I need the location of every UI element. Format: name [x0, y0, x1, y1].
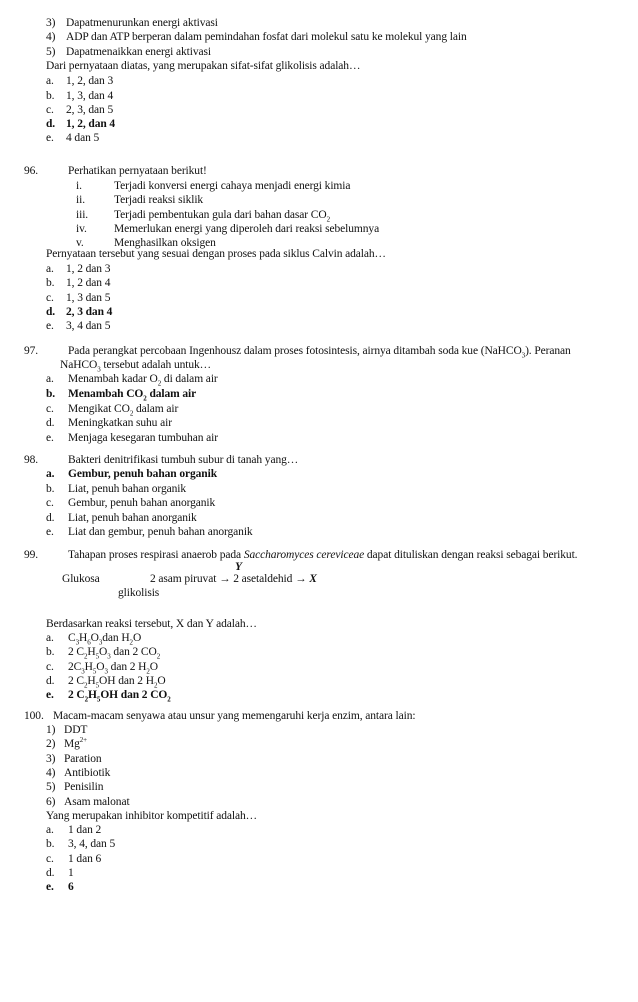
answer-option-text: Gembur, penuh bahan anorganik — [68, 497, 216, 509]
list-item-number: 5) — [46, 45, 56, 58]
list-item — [46, 795, 130, 809]
question-97-stem-number: 97. — [24, 345, 39, 357]
list-item — [46, 780, 103, 794]
correct-answer-option-text: Menambah CO — [68, 387, 144, 400]
subscript: 3 — [98, 638, 103, 647]
answer-option — [46, 482, 186, 496]
correct-answer-option-text: Gembur, penuh bahan organik — [68, 468, 217, 480]
question-97-stem-continued — [60, 358, 211, 372]
stem-text: ). Peranan — [525, 345, 571, 357]
subscript: 2 — [84, 681, 88, 690]
list-item — [46, 16, 218, 30]
question-97-stem-text: Pada perangkat percobaan Ingenhousz dalam proses fotosintesis, airnya ditambah soda kue (NaHCO — [68, 345, 522, 357]
list-item-text: Dapatmenaikkan energi aktivasi — [66, 45, 211, 58]
subscript: 2 — [153, 681, 158, 690]
question-96-stem-text: Perhatikan pernyataan berikut! — [68, 165, 207, 177]
list-item-text: Asam malonat — [64, 795, 130, 808]
formula-text: O — [90, 632, 99, 644]
subscript: 2 — [129, 408, 134, 417]
list-item — [46, 723, 87, 737]
answer-option — [46, 645, 160, 659]
formula-text: dan H — [102, 632, 130, 644]
reaction-glukosa: Glukosa — [62, 573, 100, 585]
answer-option-text: 3, 4 dan 5 — [66, 320, 111, 333]
formula-text: dan 2 H — [107, 660, 147, 673]
answer-option-number: a. — [46, 373, 54, 385]
statement-item-text: Terjadi konversi energi cahaya menjadi energi kimia — [114, 180, 351, 192]
statement-item-text: Terjadi pembentukan gula dari bahan dasar CO — [114, 208, 327, 221]
statement-item — [76, 222, 379, 236]
answer-option-text: Liat dan gembur, penuh bahan anorganik — [68, 526, 253, 538]
list-item-number: 6) — [46, 795, 56, 808]
formula-text: O — [132, 632, 142, 644]
formula-text: 2 C — [68, 646, 84, 659]
list-item-number: 3) — [46, 17, 56, 29]
answer-option-text: Liat, penuh bahan organik — [68, 482, 187, 495]
subscript: 2 — [167, 695, 171, 704]
subscript: 6 — [87, 638, 91, 647]
list-item — [46, 737, 87, 751]
answer-option — [46, 866, 74, 880]
reaction-equation — [62, 572, 317, 586]
correct-answer-option — [46, 688, 171, 702]
reaction-label-y: Y — [235, 561, 242, 573]
subscript: 3 — [521, 351, 526, 360]
list-item-text: Penisilin — [64, 781, 104, 794]
subscript: 2 — [146, 666, 150, 675]
list-item — [46, 752, 102, 766]
statement-item-number: iii. — [76, 208, 89, 221]
answer-option-number: e. — [46, 320, 54, 333]
answer-option-number: d. — [46, 511, 55, 524]
answer-option — [46, 402, 178, 416]
correct-answer-option-number: d. — [46, 305, 56, 318]
answer-option-text: 1, 2 dan 4 — [66, 277, 111, 290]
answer-option-text: 1, 2 dan 3 — [66, 263, 111, 275]
stem-text: NaHCO — [60, 359, 98, 371]
answer-option — [46, 291, 110, 305]
formula-text: H — [87, 674, 96, 687]
answer-option-text: Mengikat CO — [68, 402, 130, 415]
answer-option-number: c. — [46, 402, 54, 415]
option-text: dalam air — [146, 387, 197, 400]
answer-option — [46, 74, 113, 88]
reaction-text: 2 asam piruvat → 2 asetaldehid → — [150, 573, 310, 585]
subscript: 5 — [92, 666, 97, 675]
answer-option — [46, 319, 110, 333]
reaction-glikolisis: glikolisis — [118, 587, 160, 599]
question-99-stem-text: Tahapan proses respirasi anaerob pada — [68, 549, 244, 561]
correct-answer-option-number: d. — [46, 118, 56, 130]
correct-answer-option-number: b. — [46, 387, 56, 400]
answer-option-text: Liat, penuh bahan anorganik — [68, 511, 197, 524]
subscript: 2 — [129, 638, 133, 647]
formula-text: O — [149, 660, 158, 673]
answer-option-number: e. — [46, 432, 54, 445]
list-item-number: 1) — [46, 724, 56, 736]
answer-option-number: b. — [46, 482, 55, 495]
option-letter: e. — [46, 689, 54, 702]
answer-option-text: 3, 4, dan 5 — [68, 838, 116, 851]
answer-option — [46, 416, 172, 430]
formula-text: 2 C — [68, 689, 85, 702]
correct-answer-option — [46, 117, 115, 131]
answer-option-number: b. — [46, 277, 55, 290]
answer-option — [46, 823, 101, 837]
formula-text: dan 2 CO — [110, 646, 157, 659]
question-100-stem — [24, 709, 415, 723]
answer-option — [46, 372, 218, 386]
statement-item-number: i. — [76, 180, 82, 192]
answer-option — [46, 511, 197, 525]
subscript: 3 — [81, 666, 85, 675]
subscript: 3 — [104, 666, 108, 675]
formula-text: H — [88, 689, 97, 702]
answer-option-text: 4 dan 5 — [66, 132, 100, 145]
answer-option-number: e. — [46, 526, 54, 538]
answer-option — [46, 837, 115, 851]
subscript: 2 — [84, 695, 89, 704]
list-item-number: 4) — [46, 31, 56, 44]
formula-text: 2 C — [68, 674, 84, 687]
answer-option-number: a. — [46, 75, 54, 88]
superscript: 2+ — [79, 736, 88, 745]
answer-option-number: e. — [46, 132, 54, 145]
correct-answer-option-text: 1, 2, dan 4 — [66, 118, 116, 130]
answer-option — [46, 431, 218, 445]
answer-option-text: Menjaga kesegaran tumbuhan air — [68, 432, 218, 445]
answer-option — [46, 89, 113, 103]
statement-item-text: Memerlukan energi yang diperoleh dari reaksi sebelumnya — [114, 222, 380, 235]
formula-text: H — [87, 646, 96, 659]
list-item-text: DDT — [64, 724, 88, 736]
list-item-text: Dapatmenurunkan energi aktivasi — [66, 17, 218, 29]
correct-answer-option-text: 6 — [68, 881, 74, 894]
subscript: 5 — [96, 695, 101, 704]
statement-item — [76, 208, 330, 222]
formula-text: C — [68, 632, 76, 644]
option-letter: c. — [46, 660, 54, 673]
subscript: 3 — [97, 365, 101, 374]
correct-answer-option-number: e. — [46, 881, 54, 894]
option-text: di dalam air — [161, 373, 218, 385]
subscript: 2 — [156, 652, 161, 661]
subscript: 2 — [157, 379, 162, 388]
formula-text: O — [96, 660, 105, 673]
answer-option — [46, 276, 110, 290]
statement-item — [76, 179, 350, 193]
question-text: Pernyataan tersebut yang sesuai dengan proses pada siklus Calvin adalah… — [46, 248, 386, 260]
answer-option-number: a. — [46, 824, 54, 836]
answer-option — [46, 262, 110, 276]
statement-item-number: v. — [76, 237, 84, 250]
question-text: Berdasarkan reaksi tersebut, X dan Y adalah… — [46, 618, 257, 630]
subscript: 5 — [95, 652, 100, 661]
question-99-stem-number: 99. — [24, 549, 39, 561]
statement-item — [76, 193, 203, 207]
question-98-stem — [24, 453, 298, 467]
formula-text: O — [99, 646, 108, 659]
list-item-number: 5) — [46, 781, 56, 794]
answer-option-number: b. — [46, 838, 55, 851]
subscript: 2 — [143, 394, 147, 403]
answer-option-number: c. — [46, 852, 54, 865]
answer-option-text: 2, 3, dan 5 — [66, 103, 114, 116]
answer-option — [46, 852, 101, 866]
question-99-stem — [24, 548, 577, 562]
species-name: Saccharomyces cereviceae — [243, 549, 365, 561]
option-text: dalam air — [133, 402, 179, 415]
statement-item-number: iv. — [76, 222, 87, 235]
list-item-number: 4) — [46, 766, 56, 779]
correct-answer-option — [46, 880, 74, 894]
stem-text: tersebut adalah untuk… — [100, 359, 212, 371]
correct-answer-option — [46, 467, 217, 481]
option-letter: a. — [46, 632, 54, 644]
option-letter: b. — [46, 646, 55, 659]
answer-option-text: Menambah kadar O — [68, 373, 158, 385]
formula-text: OH dan 2 H — [99, 674, 154, 687]
answer-option — [46, 631, 141, 645]
question-text: Dari pernyataan diatas, yang merupakan sifat-sifat glikolisis adalah… — [46, 60, 361, 73]
question-98-stem-text: Bakteri denitrifikasi tumbuh subur di tanah yang… — [68, 454, 299, 466]
answer-option-text: 1, 3 dan 5 — [66, 291, 111, 304]
list-item — [46, 30, 467, 44]
correct-answer-option — [46, 387, 196, 401]
answer-option — [46, 131, 99, 145]
statement-item-number: ii. — [76, 194, 85, 207]
question-98-stem-number: 98. — [24, 454, 39, 466]
answer-option-number: a. — [46, 263, 54, 275]
answer-option-number: b. — [46, 89, 55, 102]
formula-text: H — [78, 632, 88, 644]
subscript: 2 — [326, 214, 330, 223]
answer-option — [46, 674, 166, 688]
formula-text: O — [157, 674, 166, 687]
question-100-stem-number: 100. — [24, 710, 44, 722]
answer-option — [46, 496, 215, 510]
answer-option-text: 1 — [68, 866, 74, 879]
reaction-label-x: X — [309, 573, 317, 585]
subscript: 5 — [95, 681, 100, 690]
answer-option — [46, 525, 253, 539]
question-97-stem — [24, 344, 571, 358]
answer-option-text: 1 dan 6 — [68, 852, 102, 865]
answer-option-number: c. — [46, 103, 54, 116]
subscript: 2 — [84, 652, 88, 661]
answer-option-text: 1 dan 2 — [68, 824, 102, 836]
subscript: 3 — [107, 652, 111, 661]
list-item-number: 2) — [46, 738, 56, 751]
question-96-stem — [24, 164, 207, 178]
list-item — [46, 766, 110, 780]
answer-option — [46, 660, 158, 674]
list-item-text: Mg — [64, 738, 80, 751]
subscript: 3 — [75, 638, 79, 647]
answer-option-number: d. — [46, 417, 55, 430]
option-letter: d. — [46, 674, 55, 687]
list-item — [46, 45, 211, 59]
formula-text: 2C — [68, 660, 82, 673]
answer-option-text: Meningkatkan suhu air — [68, 417, 172, 430]
correct-answer-option-text: 2, 3 dan 4 — [66, 305, 113, 318]
answer-option-number: c. — [46, 291, 54, 304]
list-item-text: Antibiotik — [64, 766, 111, 779]
list-item-text: Paration — [64, 752, 102, 765]
answer-option-number: d. — [46, 866, 55, 879]
formula-text: OH dan 2 CO — [100, 689, 168, 702]
question-100-stem-text: Macam-macam senyawa atau unsur yang memengaruhi kerja enzim, antara lain: — [53, 710, 416, 722]
statement-item-text: Menghasilkan oksigen — [114, 237, 216, 250]
answer-option — [46, 103, 113, 117]
statement-item-text: Terjadi reaksi siklik — [114, 194, 204, 207]
question-96-stem-number: 96. — [24, 165, 39, 177]
answer-option-text: 1, 2, dan 3 — [66, 75, 114, 88]
correct-answer-option — [46, 305, 112, 319]
correct-answer-option-number: a. — [46, 468, 55, 480]
stem-text: dapat dituliskan dengan reaksi sebagai berikut. — [364, 549, 578, 561]
answer-option-text: 1, 3, dan 4 — [66, 89, 114, 102]
answer-option-number: c. — [46, 497, 54, 509]
formula-text: H — [84, 660, 93, 673]
list-item-number: 3) — [46, 752, 56, 765]
list-item-text: ADP dan ATP berperan dalam pemindahan fosfat dari molekul satu ke molekul yang lain — [66, 31, 467, 44]
question-text: Yang merupakan inhibitor kompetitif adalah… — [46, 810, 258, 822]
